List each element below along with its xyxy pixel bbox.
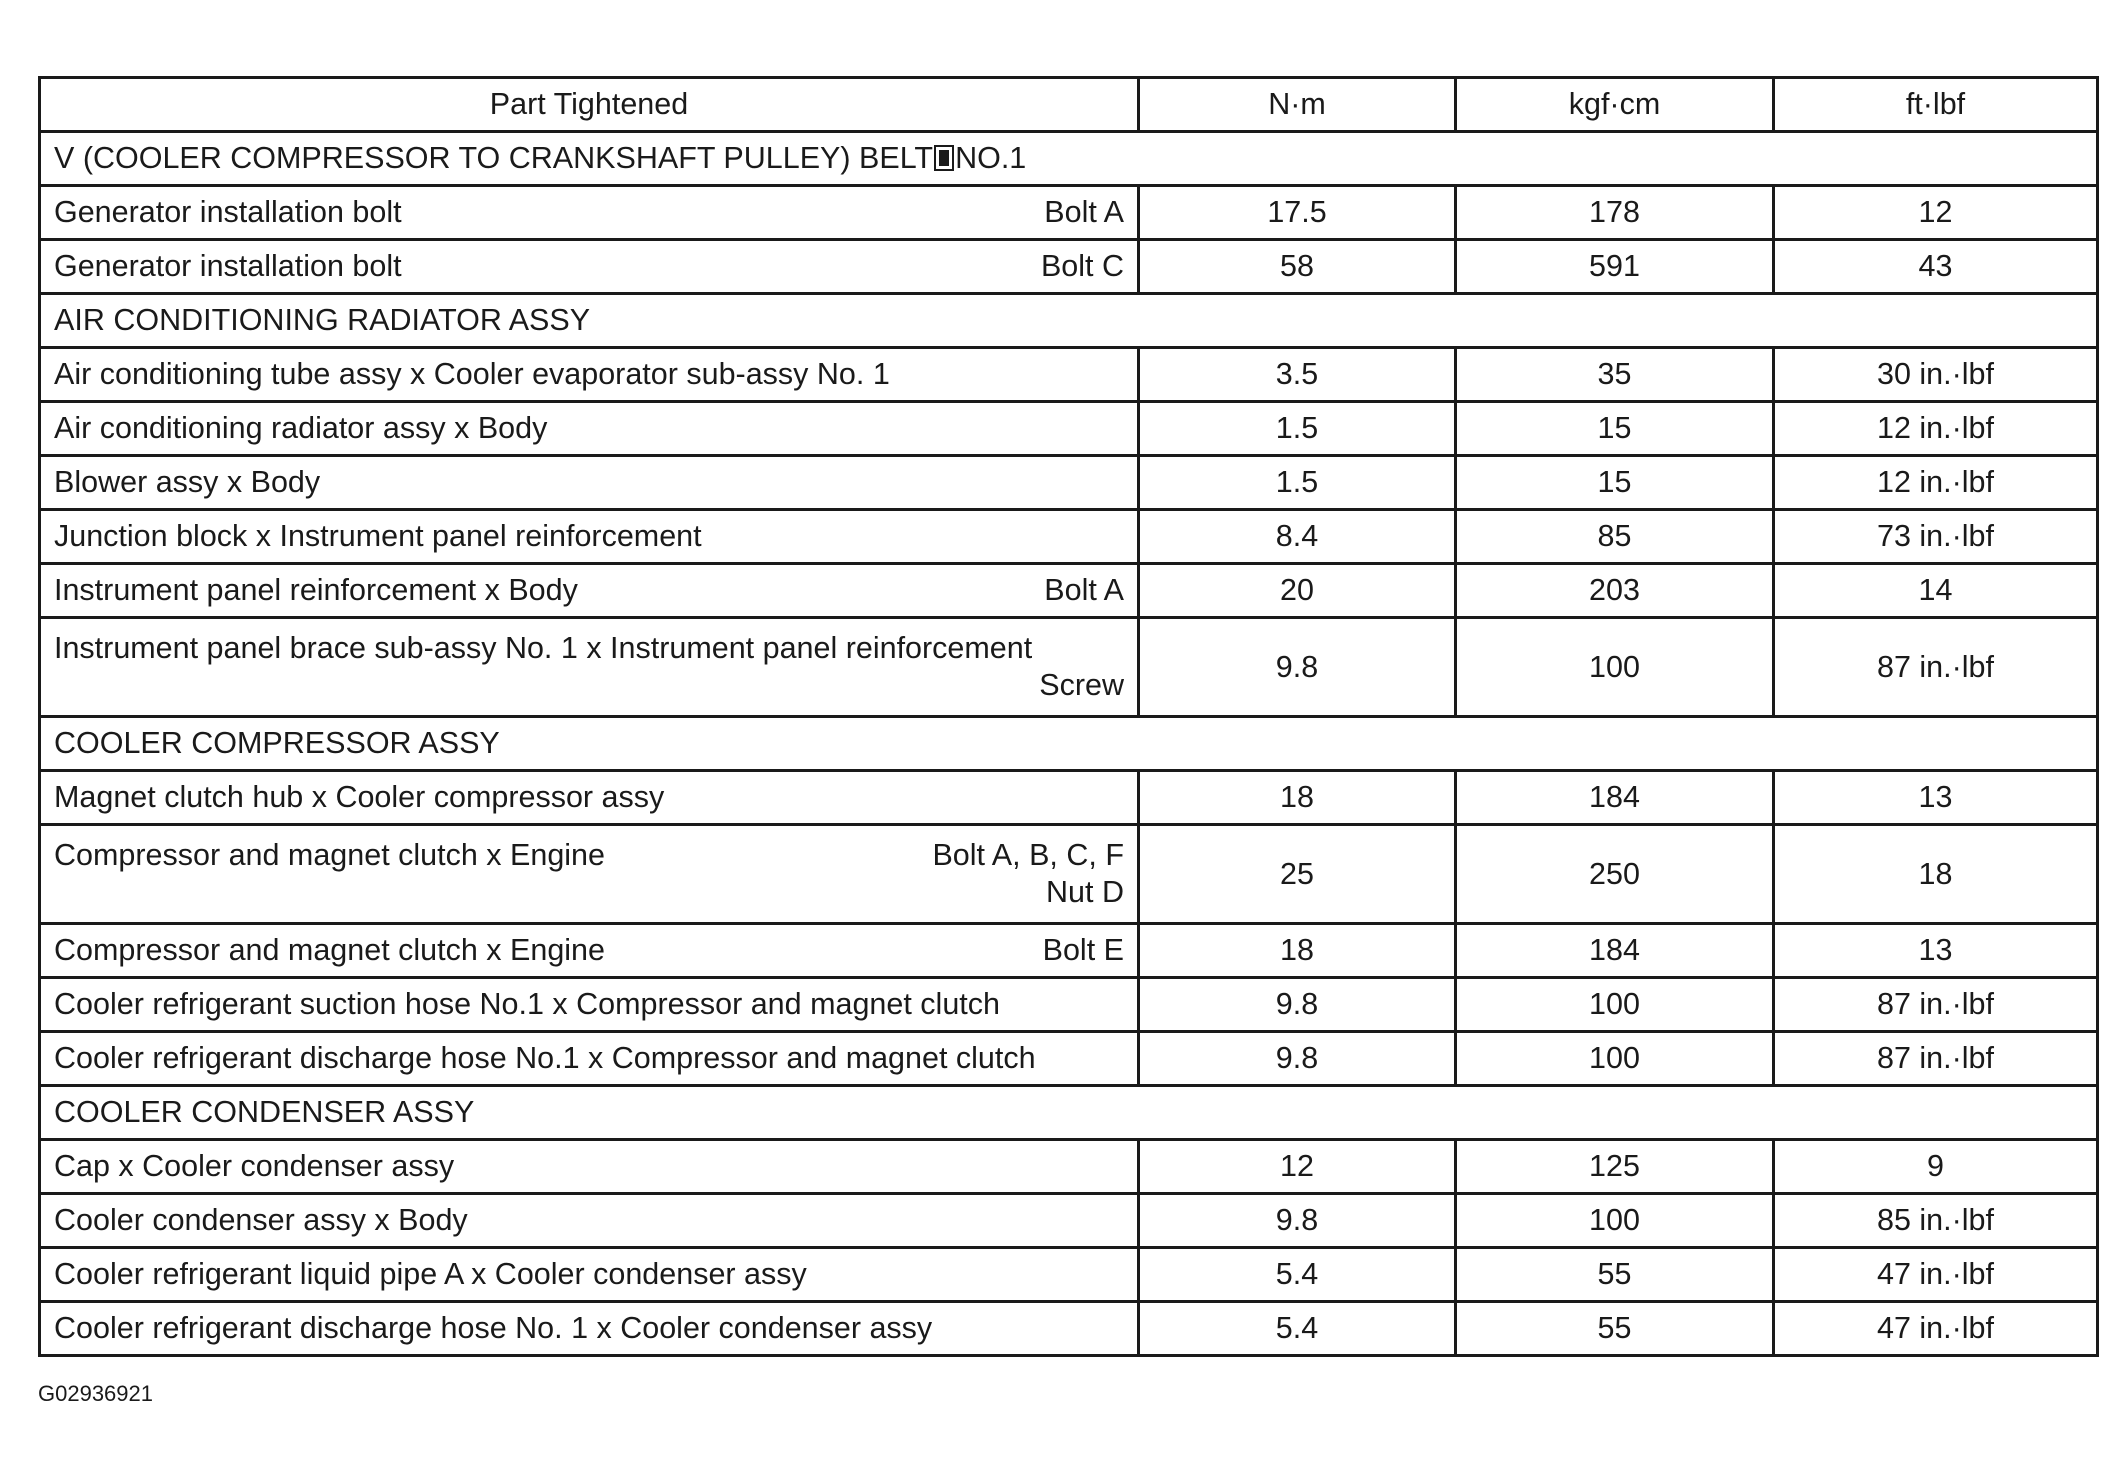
section-title: AIR CONDITIONING RADIATOR ASSY bbox=[40, 294, 2098, 348]
part-name: Instrument panel reinforcement x Body bbox=[54, 573, 578, 608]
part-cell bbox=[40, 402, 1139, 456]
header-nm: N·m bbox=[1139, 78, 1456, 132]
kgfcm-value: 591 bbox=[1456, 240, 1774, 294]
part-name: Cooler refrigerant discharge hose No. 1 x Cooler condenser assy bbox=[54, 1311, 933, 1346]
part-cell bbox=[40, 924, 1139, 978]
table-row bbox=[40, 618, 2098, 717]
nm-value: 18 bbox=[1139, 924, 1456, 978]
table-row bbox=[40, 1140, 2098, 1194]
ftlbf-value: 12 in.·lbf bbox=[1774, 402, 2098, 456]
ftlbf-value: 47 in.·lbf bbox=[1774, 1302, 2098, 1356]
section-title: COOLER CONDENSER ASSY bbox=[40, 1086, 2098, 1140]
kgfcm-value: 100 bbox=[1456, 1194, 1774, 1248]
part-cell bbox=[40, 978, 1139, 1032]
kgfcm-value: 15 bbox=[1456, 402, 1774, 456]
table-row bbox=[40, 978, 2098, 1032]
nm-value: 9.8 bbox=[1139, 618, 1456, 717]
table-row bbox=[40, 771, 2098, 825]
table-row bbox=[40, 186, 2098, 240]
nm-value: 20 bbox=[1139, 564, 1456, 618]
part-cell bbox=[40, 186, 1139, 240]
ftlbf-value: 87 in.·lbf bbox=[1774, 1032, 2098, 1086]
nm-value: 3.5 bbox=[1139, 348, 1456, 402]
ftlbf-value: 87 in.·lbf bbox=[1774, 978, 2098, 1032]
table-row bbox=[40, 240, 2098, 294]
part-cell bbox=[40, 825, 1139, 924]
ftlbf-value: 73 in.·lbf bbox=[1774, 510, 2098, 564]
ftlbf-value: 13 bbox=[1774, 771, 2098, 825]
ftlbf-value: 87 in.·lbf bbox=[1774, 618, 2098, 717]
table-header-row bbox=[40, 78, 2098, 132]
nm-value: 5.4 bbox=[1139, 1302, 1456, 1356]
nm-value: 9.8 bbox=[1139, 1194, 1456, 1248]
nm-value: 9.8 bbox=[1139, 1032, 1456, 1086]
part-note: Bolt E bbox=[1042, 933, 1124, 968]
kgfcm-value: 55 bbox=[1456, 1302, 1774, 1356]
part-cell bbox=[40, 456, 1139, 510]
nm-value: 17.5 bbox=[1139, 186, 1456, 240]
part-cell bbox=[40, 1140, 1139, 1194]
section-header-row bbox=[40, 717, 2098, 771]
section-header-row bbox=[40, 132, 2098, 186]
table-row bbox=[40, 456, 2098, 510]
part-name: Cooler condenser assy x Body bbox=[54, 1203, 468, 1238]
part-name: Air conditioning tube assy x Cooler evaporator sub-assy No. 1 bbox=[54, 357, 890, 392]
table-row bbox=[40, 1032, 2098, 1086]
nm-value: 25 bbox=[1139, 825, 1456, 924]
ftlbf-value: 13 bbox=[1774, 924, 2098, 978]
ftlbf-value: 14 bbox=[1774, 564, 2098, 618]
section-title-suffix: NO.1 bbox=[955, 141, 1027, 176]
table-row bbox=[40, 1194, 2098, 1248]
section-header-row bbox=[40, 294, 2098, 348]
part-cell bbox=[40, 564, 1139, 618]
table-row bbox=[40, 402, 2098, 456]
nm-value: 5.4 bbox=[1139, 1248, 1456, 1302]
header-kgfcm: kgf·cm bbox=[1456, 78, 1774, 132]
part-name: Cooler refrigerant discharge hose No.1 x Compressor and magnet clutch bbox=[54, 1041, 1036, 1076]
part-cell bbox=[40, 1194, 1139, 1248]
part-note: Bolt A bbox=[1044, 195, 1124, 230]
section-header-row bbox=[40, 1086, 2098, 1140]
section-title-v-belt bbox=[40, 132, 2098, 186]
kgfcm-value: 100 bbox=[1456, 978, 1774, 1032]
ftlbf-value: 18 bbox=[1774, 825, 2098, 924]
kgfcm-value: 85 bbox=[1456, 510, 1774, 564]
part-cell bbox=[40, 1032, 1139, 1086]
table-row bbox=[40, 825, 2098, 924]
table-row bbox=[40, 348, 2098, 402]
part-name: Cap x Cooler condenser assy bbox=[54, 1149, 455, 1184]
part-name: Compressor and magnet clutch x Engine bbox=[54, 933, 605, 968]
part-name: Generator installation bolt bbox=[54, 195, 402, 230]
nm-value: 1.5 bbox=[1139, 456, 1456, 510]
nm-value: 1.5 bbox=[1139, 402, 1456, 456]
ftlbf-value: 30 in.·lbf bbox=[1774, 348, 2098, 402]
part-cell bbox=[40, 771, 1139, 825]
header-ftlbf: ft·lbf bbox=[1774, 78, 2098, 132]
table-row bbox=[40, 1302, 2098, 1356]
part-cell bbox=[40, 240, 1139, 294]
kgfcm-value: 184 bbox=[1456, 771, 1774, 825]
ftlbf-value: 9 bbox=[1774, 1140, 2098, 1194]
separator-glyph-icon bbox=[934, 145, 954, 171]
part-name: Cooler refrigerant suction hose No.1 x Compressor and magnet clutch bbox=[54, 987, 1000, 1022]
part-name: Air conditioning radiator assy x Body bbox=[54, 411, 548, 446]
part-cell bbox=[40, 348, 1139, 402]
part-cell bbox=[40, 510, 1139, 564]
part-name: Blower assy x Body bbox=[54, 465, 321, 500]
kgfcm-value: 203 bbox=[1456, 564, 1774, 618]
torque-spec-table bbox=[38, 76, 2099, 1357]
kgfcm-value: 35 bbox=[1456, 348, 1774, 402]
part-note: Screw bbox=[1039, 668, 1124, 702]
table-row bbox=[40, 1248, 2098, 1302]
ftlbf-value: 12 in.·lbf bbox=[1774, 456, 2098, 510]
part-name: Compressor and magnet clutch x Engine bbox=[54, 838, 605, 873]
kgfcm-value: 184 bbox=[1456, 924, 1774, 978]
ftlbf-value: 12 bbox=[1774, 186, 2098, 240]
part-cell bbox=[40, 618, 1139, 717]
section-title: COOLER COMPRESSOR ASSY bbox=[40, 717, 2098, 771]
part-note: Bolt A bbox=[1044, 573, 1124, 608]
part-name: Cooler refrigerant liquid pipe A x Cooler condenser assy bbox=[54, 1257, 807, 1292]
kgfcm-value: 250 bbox=[1456, 825, 1774, 924]
ftlbf-value: 43 bbox=[1774, 240, 2098, 294]
nm-value: 12 bbox=[1139, 1140, 1456, 1194]
kgfcm-value: 55 bbox=[1456, 1248, 1774, 1302]
part-cell bbox=[40, 1248, 1139, 1302]
part-name: Instrument panel brace sub-assy No. 1 x Instrument panel reinforcement bbox=[54, 631, 1033, 666]
table-row bbox=[40, 564, 2098, 618]
part-note: Bolt C bbox=[1040, 249, 1124, 284]
part-cell bbox=[40, 1302, 1139, 1356]
kgfcm-value: 100 bbox=[1456, 1032, 1774, 1086]
nm-value: 18 bbox=[1139, 771, 1456, 825]
section-title-prefix: V (COOLER COMPRESSOR TO CRANKSHAFT PULLEY) BELT bbox=[54, 141, 934, 176]
kgfcm-value: 178 bbox=[1456, 186, 1774, 240]
part-note-secondary: Nut D bbox=[1046, 875, 1124, 909]
kgfcm-value: 15 bbox=[1456, 456, 1774, 510]
ftlbf-value: 85 in.·lbf bbox=[1774, 1194, 2098, 1248]
header-part-tightened: Part Tightened bbox=[40, 78, 1139, 132]
table-row bbox=[40, 510, 2098, 564]
part-name: Junction block x Instrument panel reinforcement bbox=[54, 519, 702, 554]
nm-value: 9.8 bbox=[1139, 978, 1456, 1032]
nm-value: 8.4 bbox=[1139, 510, 1456, 564]
part-name: Generator installation bolt bbox=[54, 249, 402, 284]
ftlbf-value: 47 in.·lbf bbox=[1774, 1248, 2098, 1302]
table-row bbox=[40, 924, 2098, 978]
kgfcm-value: 100 bbox=[1456, 618, 1774, 717]
figure-code: G02936921 bbox=[38, 1381, 153, 1406]
nm-value: 58 bbox=[1139, 240, 1456, 294]
kgfcm-value: 125 bbox=[1456, 1140, 1774, 1194]
part-note: Bolt A, B, C, F bbox=[932, 838, 1124, 873]
part-name: Magnet clutch hub x Cooler compressor assy bbox=[54, 780, 665, 815]
